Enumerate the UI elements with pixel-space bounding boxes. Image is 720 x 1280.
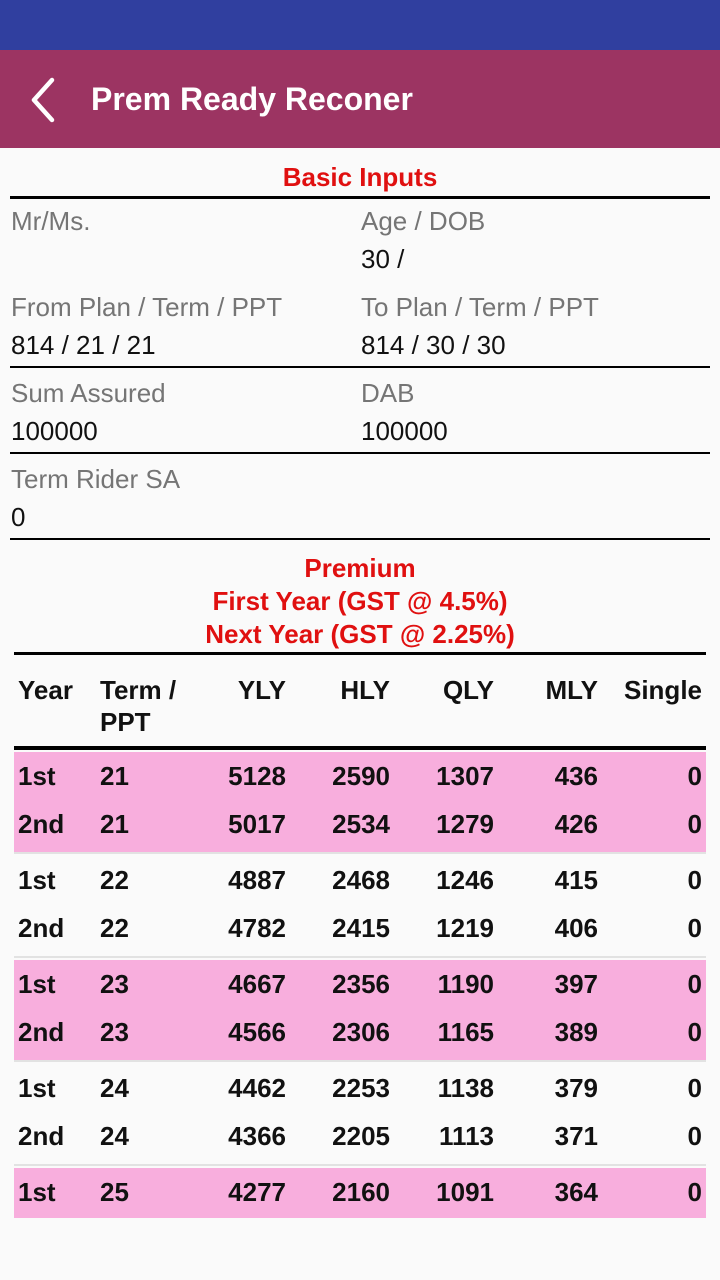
cell-single: 0 <box>687 1017 702 1047</box>
app-bar <box>0 50 720 148</box>
row-group <box>14 1168 706 1218</box>
header-term-ppt <box>100 674 176 738</box>
sum-assured-label: Sum Assured <box>11 378 166 408</box>
cell-yly: 4462 <box>228 1073 286 1103</box>
cell-term: 22 <box>100 865 129 895</box>
header-hly: HLY <box>340 675 390 705</box>
cell-qly: 1190 <box>437 969 494 999</box>
table-row <box>14 856 706 904</box>
name-field <box>11 206 351 274</box>
term-rider-field <box>11 464 351 532</box>
cell-term: 21 <box>100 809 129 839</box>
cell-term: 23 <box>100 1017 129 1047</box>
cell-term: 24 <box>100 1121 129 1151</box>
age-dob-value: 30 / <box>361 244 405 274</box>
term-rider-value: 0 <box>11 502 26 532</box>
page-title: Prem Ready Reconer <box>91 81 413 117</box>
header-term-line2: PPT <box>100 707 151 737</box>
cell-mly: 379 <box>554 1073 598 1103</box>
table-row <box>14 1008 706 1056</box>
age-dob-label: Age / DOB <box>361 206 486 236</box>
header-term-line1: Term / <box>100 675 177 705</box>
table-header <box>14 656 706 750</box>
cell-mly: 389 <box>554 1017 598 1047</box>
cell-single: 0 <box>687 809 702 839</box>
cell-year: 1st <box>18 1177 56 1207</box>
table-body <box>14 752 706 1218</box>
row-group <box>14 752 706 854</box>
from-plan-value: 814 / 21 / 21 <box>11 330 156 360</box>
cell-yly: 4277 <box>228 1177 286 1207</box>
sum-assured-value: 100000 <box>11 416 98 446</box>
to-plan-field <box>361 292 701 360</box>
premium-title: Premium <box>304 553 416 583</box>
dab-label: DAB <box>361 378 415 408</box>
cell-mly: 436 <box>554 761 598 791</box>
cell-single: 0 <box>687 761 702 791</box>
age-dob-field <box>361 206 701 274</box>
divider <box>14 652 706 655</box>
premium-first-year: First Year (GST @ 4.5%) <box>212 586 508 616</box>
term-rider-label: Term Rider SA <box>11 464 181 494</box>
cell-yly: 4366 <box>228 1121 286 1151</box>
cell-qly: 1279 <box>436 809 494 839</box>
divider <box>10 452 710 454</box>
chevron-left-icon <box>22 74 72 126</box>
divider <box>10 538 710 540</box>
cell-single: 0 <box>687 1121 702 1151</box>
cell-year: 1st <box>18 761 56 791</box>
header-year: Year <box>18 675 73 705</box>
from-plan-field <box>11 292 351 360</box>
row-group <box>14 856 706 958</box>
divider <box>10 366 710 368</box>
table-row <box>14 1168 706 1216</box>
cell-single: 0 <box>687 1073 702 1103</box>
cell-qly: 1091 <box>436 1177 494 1207</box>
header-qly: QLY <box>442 675 494 705</box>
cell-hly: 2160 <box>332 1177 390 1207</box>
cell-hly: 2534 <box>332 809 390 839</box>
cell-hly: 2356 <box>332 969 390 999</box>
cell-hly: 2205 <box>332 1121 390 1151</box>
cell-yly: 4667 <box>228 969 286 999</box>
row-group <box>14 960 706 1062</box>
cell-qly: 1219 <box>436 913 494 943</box>
basic-inputs-title: Basic Inputs <box>282 162 438 192</box>
header-mly: MLY <box>545 675 598 705</box>
cell-year: 1st <box>18 1073 56 1103</box>
cell-mly: 364 <box>554 1177 598 1207</box>
cell-qly: 1113 <box>439 1121 494 1151</box>
table-row <box>14 960 706 1008</box>
sum-assured-field <box>11 378 351 446</box>
divider <box>10 196 710 199</box>
cell-year: 1st <box>18 865 56 895</box>
premium-header <box>0 552 720 651</box>
cell-year: 2nd <box>18 809 65 839</box>
cell-single: 0 <box>687 1177 702 1207</box>
cell-term: 23 <box>100 969 129 999</box>
cell-year: 2nd <box>18 1121 65 1151</box>
cell-mly: 371 <box>554 1121 598 1151</box>
cell-qly: 1307 <box>436 761 494 791</box>
cell-year: 2nd <box>18 913 65 943</box>
name-label: Mr/Ms. <box>11 206 91 236</box>
cell-hly: 2590 <box>332 761 390 791</box>
table-row <box>14 904 706 952</box>
table-row <box>14 1064 706 1112</box>
table-row <box>14 1112 706 1160</box>
table-row <box>14 752 706 800</box>
premium-table <box>14 656 706 1218</box>
cell-qly: 1165 <box>437 1017 494 1047</box>
name-value <box>11 244 351 274</box>
cell-yly: 5128 <box>228 761 286 791</box>
dab-value: 100000 <box>361 416 448 446</box>
cell-term: 22 <box>100 913 129 943</box>
cell-hly: 2253 <box>332 1073 390 1103</box>
cell-term: 24 <box>100 1073 129 1103</box>
cell-single: 0 <box>687 969 702 999</box>
cell-mly: 415 <box>554 865 598 895</box>
cell-yly: 4782 <box>228 913 286 943</box>
cell-qly: 1138 <box>437 1073 494 1103</box>
status-bar <box>0 0 720 50</box>
cell-year: 2nd <box>18 1017 65 1047</box>
cell-mly: 406 <box>554 913 598 943</box>
cell-term: 25 <box>100 1177 129 1207</box>
cell-term: 21 <box>100 761 129 791</box>
cell-mly: 397 <box>554 969 598 999</box>
cell-single: 0 <box>687 913 702 943</box>
to-plan-value: 814 / 30 / 30 <box>361 330 506 360</box>
premium-next-year: Next Year (GST @ 2.25%) <box>205 619 515 649</box>
cell-hly: 2415 <box>332 913 390 943</box>
cell-single: 0 <box>687 865 702 895</box>
header-yly: YLY <box>237 675 286 705</box>
row-group <box>14 1064 706 1166</box>
back-button[interactable] <box>22 74 72 126</box>
cell-hly: 2306 <box>332 1017 390 1047</box>
cell-yly: 5017 <box>228 809 286 839</box>
cell-qly: 1246 <box>436 865 494 895</box>
header-single: Single <box>623 675 702 705</box>
cell-mly: 426 <box>554 809 598 839</box>
cell-year: 1st <box>18 969 56 999</box>
cell-hly: 2468 <box>332 865 390 895</box>
cell-yly: 4887 <box>228 865 286 895</box>
cell-yly: 4566 <box>228 1017 286 1047</box>
table-row <box>14 800 706 848</box>
dab-field <box>361 378 701 446</box>
to-plan-label: To Plan / Term / PPT <box>361 292 599 322</box>
from-plan-label: From Plan / Term / PPT <box>11 292 283 322</box>
